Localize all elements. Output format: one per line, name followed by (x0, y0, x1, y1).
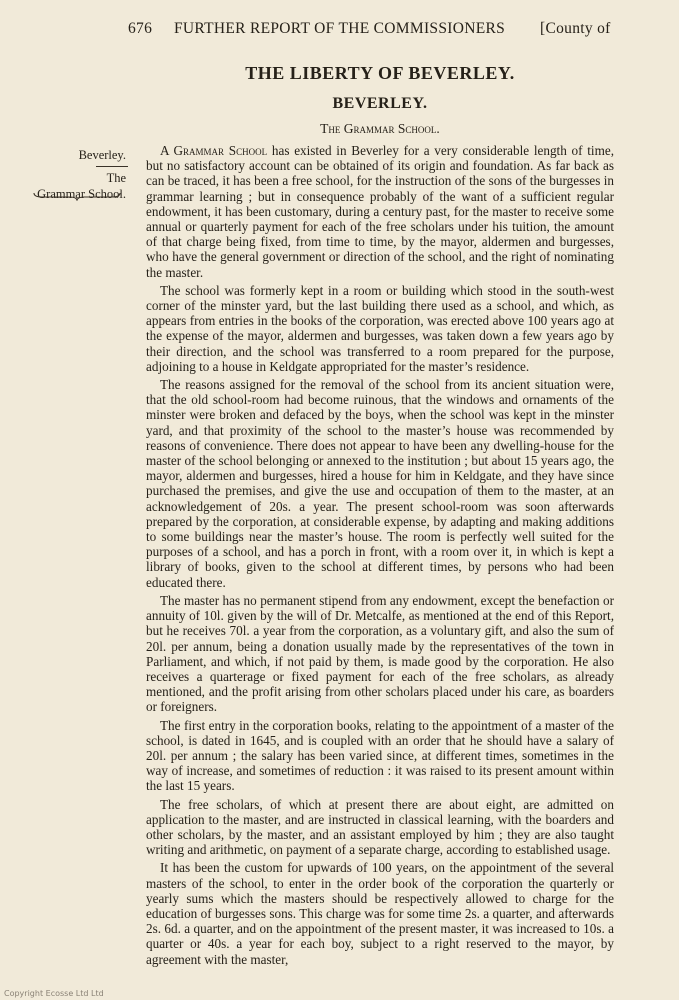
paragraph-4: The master has no permanent stipend from any endowment, except the benefaction or annuity of 10l. given by the will of Dr. Metcalfe, as mentioned at the end of this Report, but he receives 70l. a year from the corporation, as a voluntary gift, and also the sum of 20l. per annum, being a donation usually made by the representatives of the town in Parliament, and which, if not paid by them, is made good by the corporation. He also receives a quarterage or fixed payment for each of the free scholars, as already mentioned, and the profit arising from other scholars placed under his care, as boarders or foreigners. (146, 592, 614, 715)
paragraph-3: The reasons assigned for the removal of the school from its ancient situation were, that the old school-room had become ruinous, that the windows and ornaments of the minster were broken and defaced by the boys, when the school was kept in the minster yard, and that proximity of the school to the master’s house was recommended by reasons of convenience. There does not appear to have been any dwelling-house for the master of the school belonging or annexed to the institution ; but about 15 years ago, the mayor, aldermen and burgesses, hired a house for him in Keldgate, and they have since purchased the premises, and give the use and occupation of them to the master, at an acknowledgement of 20s. a year. The present school-room was soon afterwards prepared by the corporation, at considerable expense, by adapting and making additions to some buildings near the master’s house. The room is perfectly well suited for the purposes of a school, and has a porch in front, with a room over it, in which is kept a library of books, given to the school at different times, by persons who had been educated there. (146, 377, 614, 590)
body-text (146, 143, 614, 970)
paragraph-1-lead: A Grammar School (160, 143, 268, 158)
paragraph-2: The school was formerly kept in a room or building which stood in the south-west corner of the minster yard, but the last building there used as a school, and which, as appears from entries in the books of the corporation, was erected above 100 years ago at the expense of the mayor, aldermen and burgesses, was taken down a few years ago by their direction, and the school was transferred to a room prepared for the purpose, adjoining to a house in Keldgate appropriated for the master’s residence. (146, 282, 614, 374)
paragraph-6: The free scholars, of which at present there are about eight, are admitted on application to the master, and are instructed in classical learning, with the boarders and other scholars, by the master, and an assistant employed by him ; they are also taught writing and arithmetic, on payment of a separate charge, according to established usage. (146, 796, 614, 858)
paragraph-1 (146, 143, 614, 280)
margin-note-line1: Beverley. (78, 148, 126, 162)
running-header (128, 20, 665, 42)
heading-liberty: THE LIBERTY OF BEVERLEY. (245, 63, 515, 83)
heading-town: BEVERLEY. (332, 95, 428, 112)
margin-note-rule (96, 166, 128, 167)
margin-note-line2: The (106, 171, 126, 185)
margin-brace (32, 191, 122, 201)
copyright-footer: Copyright Ecosse Ltd Ltd (4, 989, 104, 998)
page-number: 676 (128, 20, 153, 37)
margin-note-line3: Grammar School. (37, 187, 126, 201)
running-title: FURTHER REPORT OF THE COMMISSIONERS (174, 20, 506, 37)
heading-section: The Grammar School. (320, 121, 440, 136)
running-county: [County of (540, 20, 611, 37)
paragraph-5: The first entry in the corporation books, relating to the appointment of a master of the school, is dated in 1645, and is coupled with an order that he should have a salary of 20l. per annum ; the salary has been varied since, at different times, sometimes in the way of increase, and sometimes of reduction : it was raised to its present amount within the last 15 years. (146, 717, 614, 794)
paragraph-7: It has been the custom for upwards of 100 years, on the appointment of the several masters of the school, to enter in the order book of the corporation the quarterly or yearly sums which the masters should be respectively allowed to charge for the education of burgesses sons. This charge was for some time 2s. a quarter, and afterwards 2s. 6d. a quarter, and on the appointment of the present master, it was increased to 10s. a quarter or 40s. a year for each boy, subject to a right reserved to the mayor, by agreement with the master, (146, 860, 614, 967)
paragraph-1-text: has existed in Beverley for a very considerable length of time, but no satisfactory account can be obtained of its origin and foundation. As far back as can be traced, it has been a free school, for the instruction of the sons of the burgesses in grammar learning ; but in consequence probably of the want of a sufficient regular endowment, it has been customary, during a century past, for the master to receive some annual or quarterly payment for each of the free scholars under his tuition, the amount of that charge being fixed, from time to time, by the mayor, aldermen and burgesses, who have the general government or direction of the school, and the right of nominating the master. (146, 143, 614, 280)
